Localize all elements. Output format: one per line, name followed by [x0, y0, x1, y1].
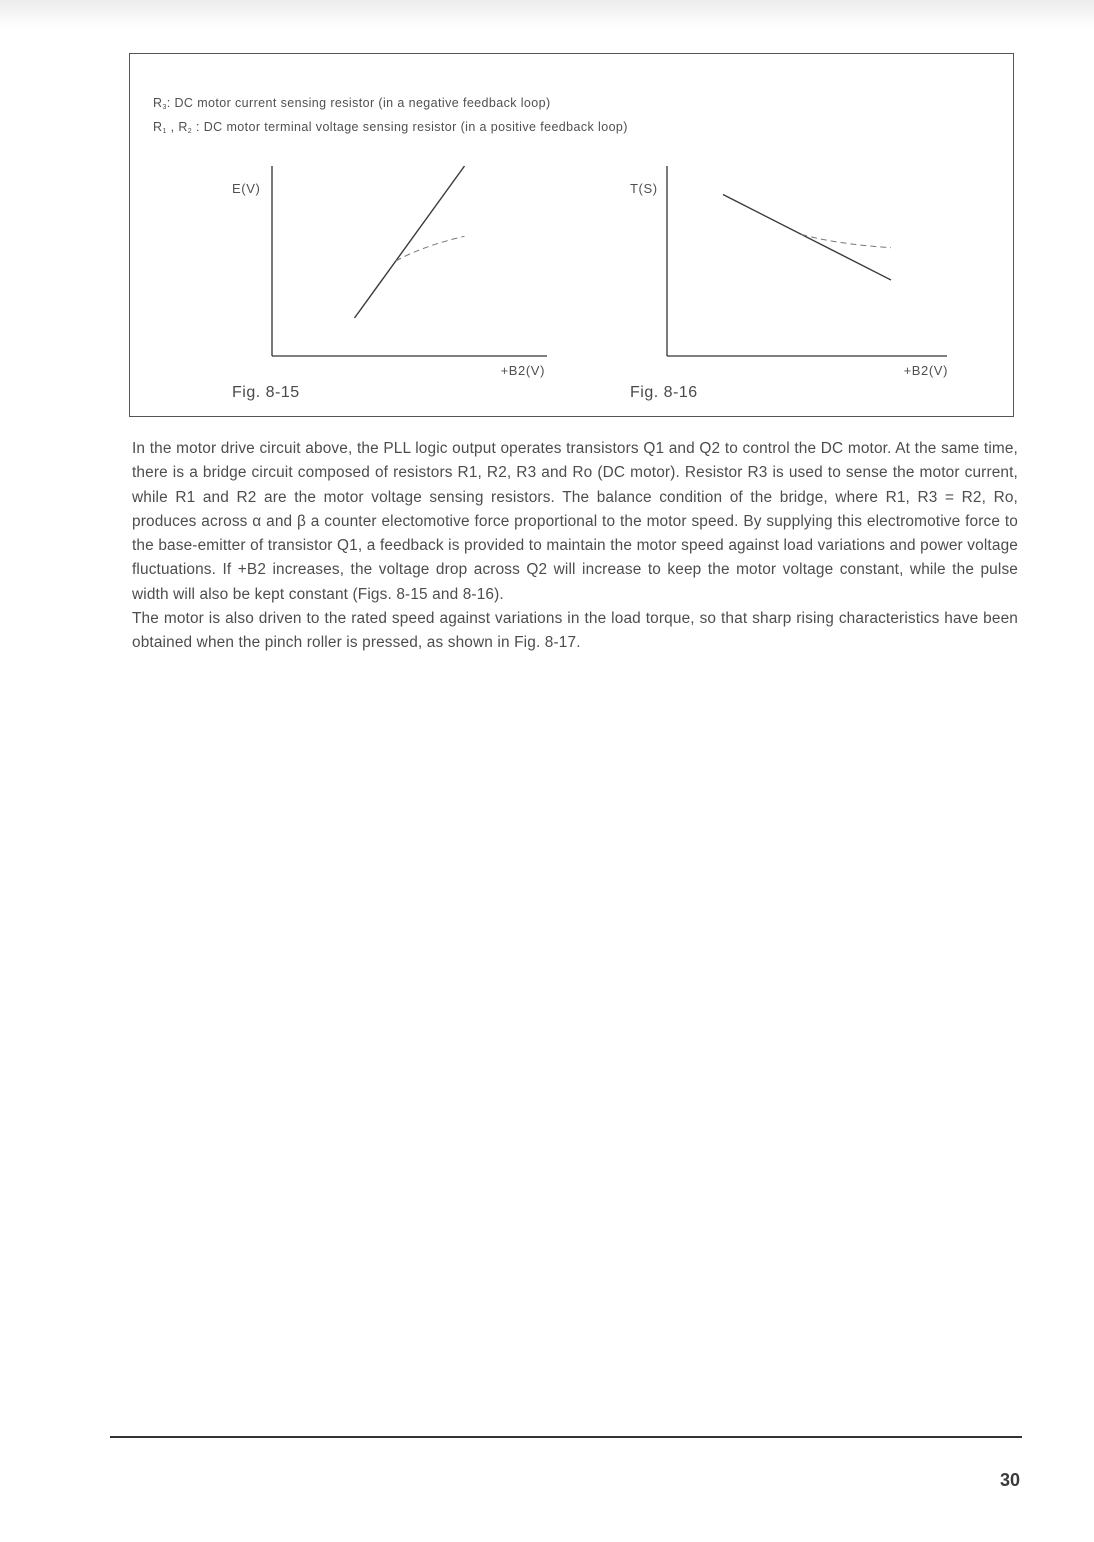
- legend-r1-subscript: 1: [162, 128, 167, 135]
- chart-fig-8-15: [215, 166, 565, 381]
- y-axis-label: E(V): [232, 181, 261, 196]
- page-edge-shading: [0, 0, 1094, 28]
- legend-r2-subscript: 2: [187, 128, 193, 135]
- legend-r3-symbol: R: [153, 96, 163, 110]
- legend-r1-r2-text: : DC motor terminal voltage sensing resistor (in a positive feedback loop): [192, 120, 628, 134]
- x-axis-label: +B2(V): [500, 363, 545, 378]
- figure-box: [129, 53, 1014, 417]
- figure-caption-8-15: Fig. 8-15: [232, 384, 300, 401]
- body-text: [132, 437, 1018, 656]
- y-axis-label: T(S): [630, 181, 658, 196]
- footer-rule: [110, 1436, 1022, 1438]
- x-axis-label: +B2(V): [903, 363, 948, 378]
- page-number: 30: [1000, 1470, 1021, 1490]
- solid-line-with-feedback: [355, 166, 465, 318]
- legend-r3-text: : DC motor current sensing resistor (in a negative feedback loop): [166, 96, 551, 110]
- legend-r3: [153, 96, 551, 111]
- legend-r1-symbol: R: [153, 120, 163, 134]
- legend-r2-symbol: R: [178, 120, 188, 134]
- figure-caption-8-16: Fig. 8-16: [630, 384, 698, 401]
- legend-separator: ,: [166, 120, 179, 134]
- body-paragraph-2: The motor is also driven to the rated speed against variations in the load torque, so that sharp rising characteristics have been obtained when the pinch roller is pressed, as shown in Fig. 8-17.: [132, 610, 1018, 652]
- legend-r1-r2: [153, 120, 628, 135]
- solid-line-with-feedback: [723, 195, 891, 281]
- dashed-curve-without-feedback: [396, 236, 465, 261]
- legend-r3-subscript: 3: [162, 104, 167, 111]
- body-paragraph-1: In the motor drive circuit above, the PLL logic output operates transistors Q1 and Q2 to control the DC motor. At the same time, there is a bridge circuit composed of resistors R1, R2, R3 and Ro (DC motor). Resistor R3 is used to sense the motor current, while R1 and R2 are the motor voltage sensing resistors. The balance condition of the bridge, where R1, R3 = R2, Ro, produces across α and β a counter electomotive force proportional to the motor speed. By supplying this electromotive force to the base-emitter of transistor Q1, a feedback is provided to maintain the motor speed against load variations and power voltage fluctuations. If +B2 increases, the voltage drop across Q2 will increase to keep the motor voltage constant, while the pulse width will also be kept constant (Figs. 8-15 and 8-16).: [132, 440, 1018, 603]
- chart-fig-8-16: [610, 166, 960, 381]
